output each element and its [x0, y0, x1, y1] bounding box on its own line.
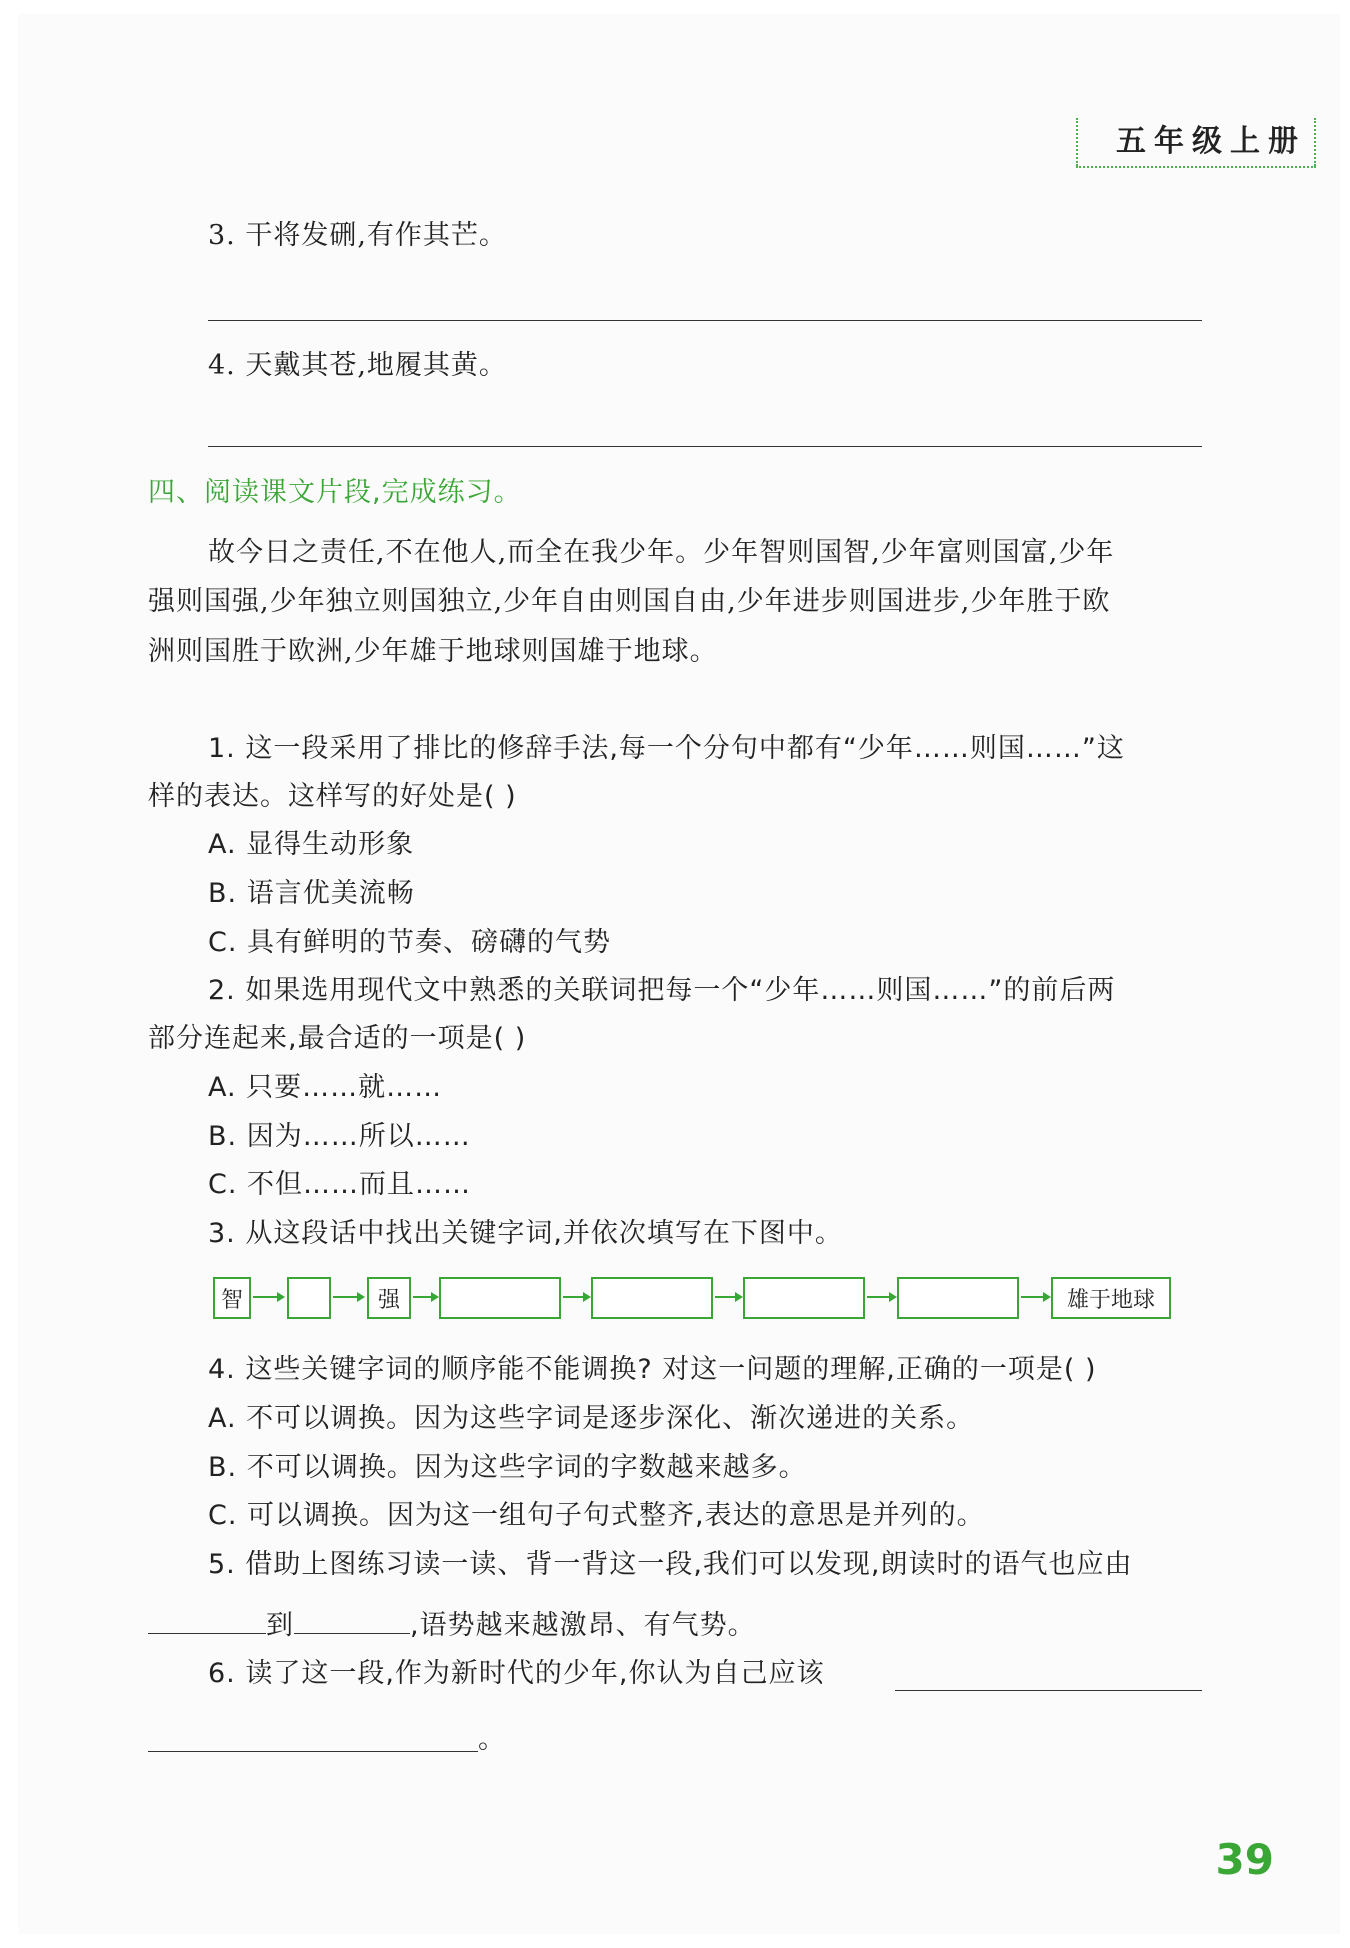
- question-5-stem: 5. 借助上图练习读一读、背一背这一段,我们可以发现,朗读时的语气也应由: [208, 1549, 1133, 1580]
- question-2-option-b[interactable]: B. 因为……所以……: [208, 1121, 471, 1152]
- flow-box-blank[interactable]: [439, 1277, 561, 1319]
- passage-line: 故今日之责任,不在他人,而全在我少年。少年智则国智,少年富则国富,少年: [208, 537, 1115, 568]
- answer-blank[interactable]: [148, 1607, 266, 1634]
- arrow-icon: [563, 1296, 589, 1298]
- question-2-stem: 2. 如果选用现代文中熟悉的关联词把每一个“少年……则国……”的前后两: [208, 975, 1116, 1006]
- question-5-mid: 到: [266, 1610, 294, 1641]
- question-4-stem: 4. 这些关键字词的顺序能不能调换? 对这一问题的理解,正确的一项是( ): [208, 1354, 1097, 1385]
- answer-blank[interactable]: [294, 1607, 410, 1634]
- flow-box: 雄于地球: [1051, 1277, 1171, 1319]
- question-5-tail: ,语势越来越激昂、有气势。: [410, 1610, 756, 1641]
- page-number: 39: [1215, 1835, 1274, 1884]
- question-5-fill-line: [148, 1607, 756, 1644]
- question-2-stem: 部分连起来,最合适的一项是( ): [148, 1023, 527, 1054]
- answer-line[interactable]: [895, 1690, 1202, 1691]
- arrow-icon: [333, 1296, 363, 1298]
- arrow-icon: [867, 1296, 895, 1298]
- passage-line: 强则国强,少年独立则国独立,少年自由则国自由,少年进步则国进步,少年胜于欧: [148, 586, 1111, 617]
- answer-line[interactable]: [208, 320, 1202, 321]
- question-1-stem: 样的表达。这样写的好处是( ): [148, 781, 517, 812]
- arrow-icon: [715, 1296, 741, 1298]
- flow-box: 强: [367, 1277, 411, 1319]
- question-2-option-a[interactable]: A. 只要……就……: [208, 1072, 443, 1103]
- question-4-option-a[interactable]: A. 不可以调换。因为这些字词是逐步深化、渐次递进的关系。: [208, 1403, 975, 1434]
- question-6-stem: 6. 读了这一段,作为新时代的少年,你认为自己应该: [208, 1658, 825, 1689]
- section-title: 四、阅读课文片段,完成练习。: [148, 477, 522, 508]
- arrow-icon: [253, 1296, 283, 1298]
- answer-line[interactable]: [148, 1751, 478, 1752]
- question-1-option-c[interactable]: C. 具有鲜明的节奏、磅礴的气势: [208, 927, 612, 958]
- question-3-stem: 3. 从这段话中找出关键字词,并依次填写在下图中。: [208, 1218, 843, 1249]
- arrow-icon: [1021, 1296, 1049, 1298]
- question-1-stem: 1. 这一段采用了排比的修辞手法,每一个分句中都有“少年……则国……”这: [208, 733, 1125, 764]
- question-2-option-c[interactable]: C. 不但……而且……: [208, 1169, 472, 1200]
- arrow-icon: [413, 1296, 437, 1298]
- passage-line: 洲则国胜于欧洲,少年雄于地球则国雄于地球。: [148, 636, 718, 667]
- question-4-option-c[interactable]: C. 可以调换。因为这一组句子句式整齐,表达的意思是并列的。: [208, 1500, 985, 1531]
- flow-box-blank[interactable]: [591, 1277, 713, 1319]
- question-1-option-b[interactable]: B. 语言优美流畅: [208, 878, 415, 909]
- answer-line[interactable]: [208, 446, 1202, 447]
- q3-item-4: 4. 天戴其苍,地履其黄。: [208, 350, 507, 381]
- question-4-option-b[interactable]: B. 不可以调换。因为这些字词的字数越来越多。: [208, 1452, 807, 1483]
- flow-box-blank[interactable]: [897, 1277, 1019, 1319]
- flow-box-blank[interactable]: [287, 1277, 331, 1319]
- grade-label: 五年级上册: [1076, 110, 1316, 168]
- question-6-end: 。: [478, 1724, 506, 1755]
- flow-box: 智: [213, 1277, 251, 1319]
- q3-item-3: 3. 干将发硎,有作其芒。: [208, 220, 507, 251]
- flow-box-blank[interactable]: [743, 1277, 865, 1319]
- question-1-option-a[interactable]: A. 显得生动形象: [208, 829, 415, 860]
